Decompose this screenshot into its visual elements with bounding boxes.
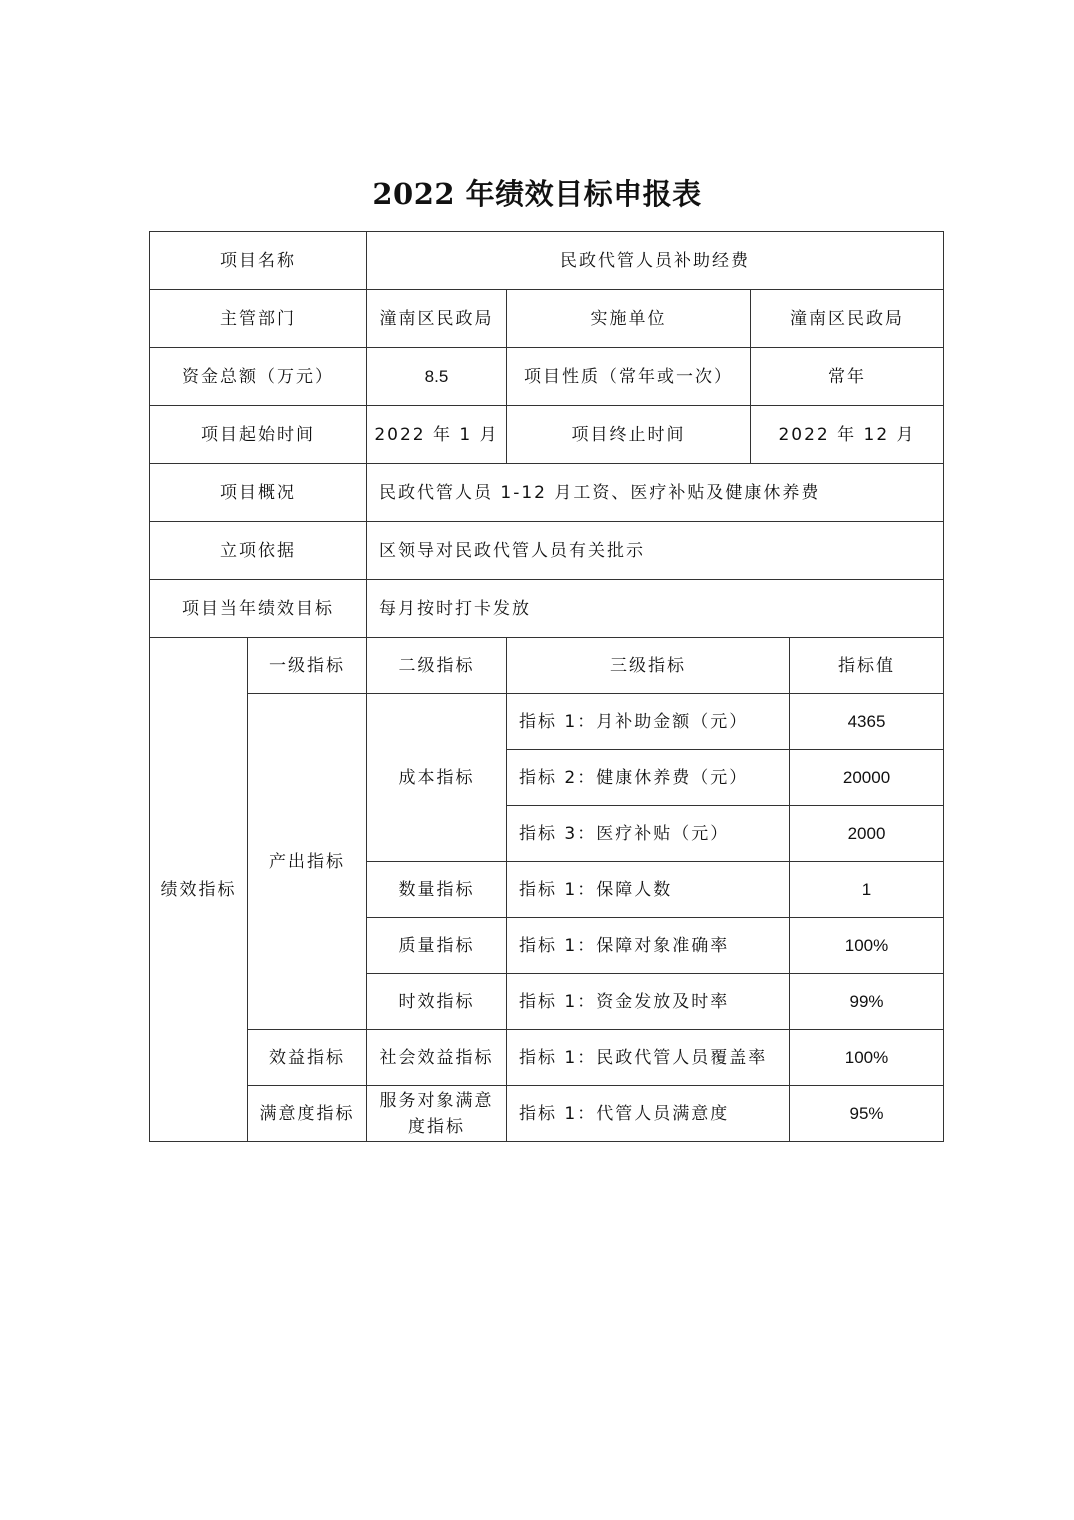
project-nature-label: 项目性质（常年或一次） [507, 348, 751, 406]
row-department [150, 290, 944, 348]
level3-indicator: 指标 1：保障对象准确率 [507, 918, 790, 974]
start-time-value: 2022 年 1 月 [367, 406, 507, 464]
performance-target-table [149, 231, 944, 1142]
header-value: 指标值 [790, 638, 944, 694]
level2-service-satisfaction: 服务对象满意度指标 [367, 1086, 507, 1142]
row-indicator-headers [150, 638, 944, 694]
project-nature-value: 常年 [751, 348, 944, 406]
header-level3: 三级指标 [507, 638, 790, 694]
annual-goal-value: 每月按时打卡发放 [367, 580, 944, 638]
level3-indicator: 指标 1：民政代管人员覆盖率 [507, 1030, 790, 1086]
department-label: 主管部门 [150, 290, 367, 348]
indicator-value: 95% [790, 1086, 944, 1142]
level1-satisfaction: 满意度指标 [248, 1086, 367, 1142]
table-row [150, 1086, 944, 1142]
level1-output: 产出指标 [248, 694, 367, 1030]
level3-indicator: 指标 1：代管人员满意度 [507, 1086, 790, 1142]
level3-indicator: 指标 3：医疗补贴（元） [507, 806, 790, 862]
basis-label: 立项依据 [150, 522, 367, 580]
indicator-value: 99% [790, 974, 944, 1030]
overview-value: 民政代管人员 1-12 月工资、医疗补贴及健康休养费 [367, 464, 944, 522]
total-funds-label: 资金总额（万元） [150, 348, 367, 406]
level3-indicator: 指标 1：保障人数 [507, 862, 790, 918]
performance-indicators-label: 绩效指标 [150, 638, 248, 1142]
header-level1: 一级指标 [248, 638, 367, 694]
level3-indicator: 指标 2：健康休养费（元） [507, 750, 790, 806]
indicator-value: 1 [790, 862, 944, 918]
table-row [150, 1030, 944, 1086]
project-name-label: 项目名称 [150, 232, 367, 290]
level2-timeliness: 时效指标 [367, 974, 507, 1030]
indicator-value: 100% [790, 1030, 944, 1086]
row-goal [150, 580, 944, 638]
start-time-label: 项目起始时间 [150, 406, 367, 464]
department-value: 潼南区民政局 [367, 290, 507, 348]
level3-indicator: 指标 1：月补助金额（元） [507, 694, 790, 750]
end-time-value: 2022 年 12 月 [751, 406, 944, 464]
indicator-value: 100% [790, 918, 944, 974]
page-title: 2022 年绩效目标申报表 [372, 177, 702, 211]
level2-social-benefit: 社会效益指标 [367, 1030, 507, 1086]
level2-cost: 成本指标 [367, 694, 507, 862]
basis-value: 区领导对民政代管人员有关批示 [367, 522, 944, 580]
row-basis [150, 522, 944, 580]
level1-benefit: 效益指标 [248, 1030, 367, 1086]
level2-quality: 质量指标 [367, 918, 507, 974]
header-level2: 二级指标 [367, 638, 507, 694]
level3-indicator: 指标 1：资金发放及时率 [507, 974, 790, 1030]
total-funds-value: 8.5 [367, 348, 507, 406]
implementing-unit-label: 实施单位 [507, 290, 751, 348]
row-funds [150, 348, 944, 406]
overview-label: 项目概况 [150, 464, 367, 522]
indicator-value: 4365 [790, 694, 944, 750]
row-project-name [150, 232, 944, 290]
annual-goal-label: 项目当年绩效目标 [150, 580, 367, 638]
project-name-value: 民政代管人员补助经费 [367, 232, 944, 290]
row-dates [150, 406, 944, 464]
table-row [150, 694, 944, 750]
indicator-value: 20000 [790, 750, 944, 806]
row-overview [150, 464, 944, 522]
end-time-label: 项目终止时间 [507, 406, 751, 464]
level2-quantity: 数量指标 [367, 862, 507, 918]
indicator-value: 2000 [790, 806, 944, 862]
implementing-unit-value: 潼南区民政局 [751, 290, 944, 348]
